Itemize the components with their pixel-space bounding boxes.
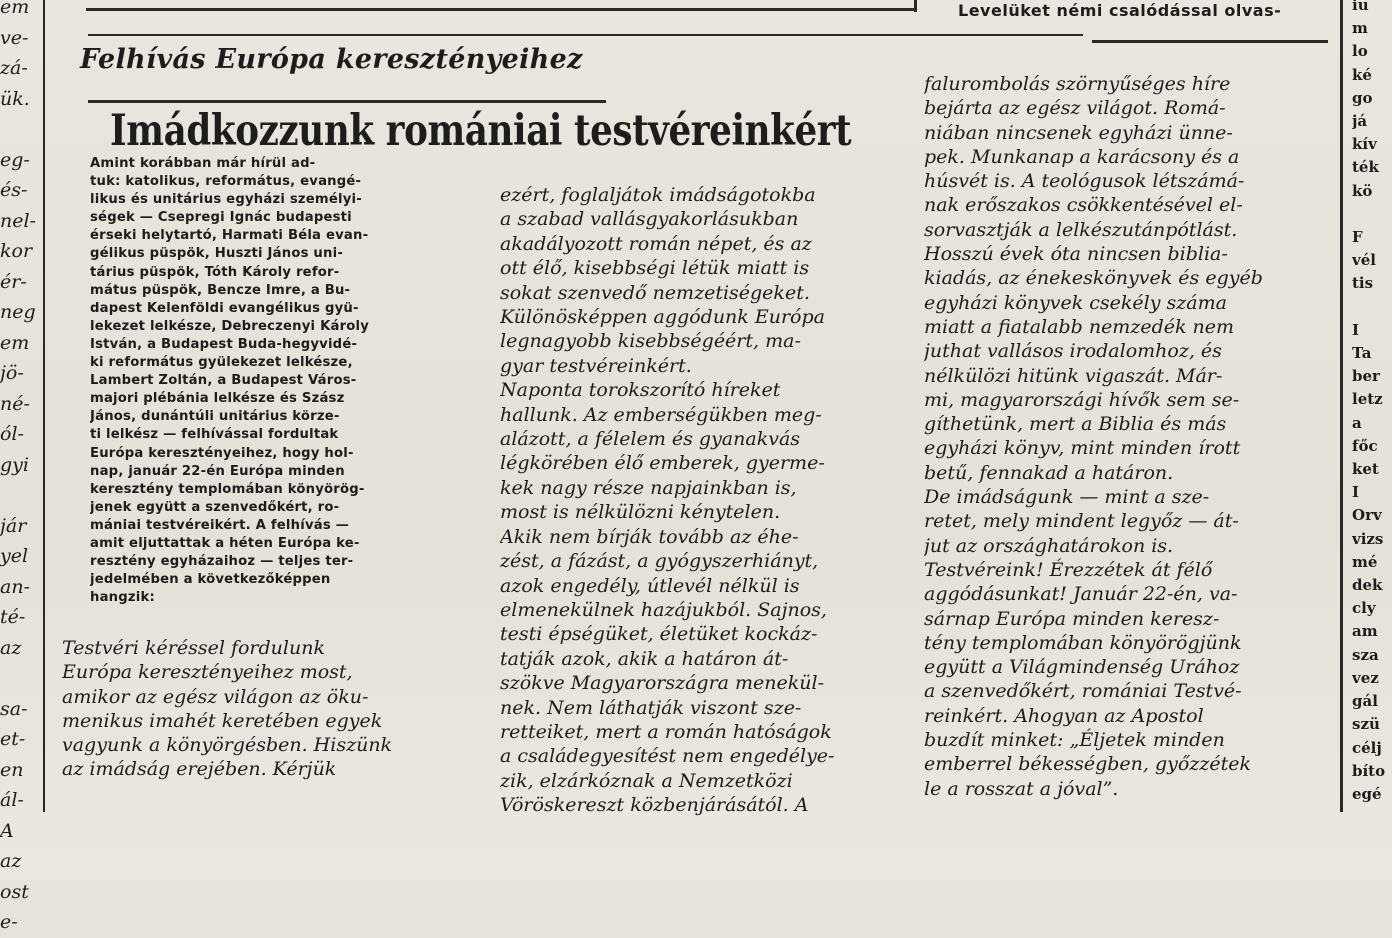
fragment-line: zá- (0, 57, 28, 79)
fragment-line: an- (0, 575, 30, 598)
fragment-line (0, 663, 36, 694)
text-line: zést, a fázást, a gyógyszerhiányt, (500, 550, 819, 573)
intro-line: ti lelkész — felhívással fordultak (90, 427, 339, 443)
fragment-line: té- (0, 606, 26, 628)
fragment-line: kor (0, 240, 33, 262)
fragment-line: az (0, 636, 22, 659)
text-line: azok engedély, útlevél nélkül is (500, 574, 800, 597)
text-line: ezért, foglaljátok imádságotokba (500, 184, 816, 206)
fragment-line: jár (0, 514, 27, 537)
fragment-line: egé (1352, 784, 1382, 803)
text-line: a szabad vallásgyakorlásukban (500, 208, 799, 231)
fragment-line (1352, 203, 1392, 226)
fragment-line: lo (1352, 42, 1368, 61)
text-line: a szenvedőkért, romániai Testvé- (924, 680, 1242, 703)
fragment-line: sza (1352, 645, 1379, 664)
intro-line: érseki helytartó, Harmati Béla evan- (90, 228, 369, 244)
text-line: sokat szenvedő nemzetiségeket. (500, 281, 810, 304)
fragment-line: en (0, 758, 24, 781)
fragment-line (0, 114, 36, 145)
intro-line: János, dunántúli unitárius körze- (90, 409, 340, 425)
intro-line: tárius püspök, Tóth Károly refor- (90, 264, 340, 280)
text-line: mi, magyarországi hívők sem se- (924, 388, 1240, 411)
top-vertical-rule (914, 0, 917, 12)
fragment-line: et- (0, 728, 26, 750)
intro-line: mátus püspök, Bencze Imre, a Bu- (90, 282, 351, 298)
text-line: a családegyesítést nem engedélye- (500, 745, 835, 768)
fragment-line: ve- (0, 26, 29, 49)
text-line: buzdít minket: „Éljetek minden (924, 729, 1225, 752)
fragment-line: A (0, 819, 14, 842)
article-kicker: Felhívás Európa keresztényeihez (80, 44, 583, 75)
text-line: egyházi könyv, mint minden írott (924, 437, 1241, 460)
intro-line: Lambert Zoltán, a Budapest Város- (90, 373, 357, 389)
text-line: az imádság erejében. Kérjük (62, 758, 337, 781)
text-line: sorvasztják a lelkészutánpótlást. (924, 218, 1238, 241)
text-line: jut az országhatárokon is. (924, 534, 1174, 557)
fragment-line: e- (0, 911, 18, 933)
text-line: ott élő, kisebbségi létük miatt is (500, 257, 810, 280)
text-line: sárnap Európa minden keresz- (924, 607, 1220, 630)
kicker-underline (88, 100, 606, 103)
appeal-text-column-2 (500, 183, 900, 818)
intro-line: lekezet lelkésze, Debreczenyi Károly (90, 318, 370, 334)
fragment-line: kív (1352, 135, 1377, 154)
fragment-line: em (0, 0, 30, 18)
fragment-line: ük. (0, 87, 30, 110)
fragment-line: dek (1352, 576, 1383, 595)
text-line: Testvéri kéréssel fordulunk (62, 637, 325, 659)
intro-line: dapest Kelenföldi evangélikus gyü- (90, 300, 359, 316)
fragment-line: ték (1352, 158, 1379, 177)
intro-line: amit eljuttattak a héten Európa ke- (90, 535, 360, 551)
fragment-line: vez (1352, 668, 1379, 687)
article-intro-paragraph (90, 155, 462, 607)
fragment-line: neg (0, 301, 36, 323)
text-line: húsvét is. A teológusok létszámá- (924, 170, 1245, 193)
fragment-line: I (1352, 483, 1360, 502)
right-adjacent-column-fragments (1352, 0, 1392, 806)
fragment-line: bíto (1352, 761, 1386, 780)
appeal-text-column-3 (924, 72, 1334, 801)
intro-line: mániai testvéreikért. A felhívás — (90, 517, 350, 533)
text-line: szökve Magyarországra menekül- (500, 672, 825, 695)
intro-line: ki református gyülekezet lelkésze, (90, 355, 353, 371)
text-line: legnagyobb kisebbségéért, ma- (500, 330, 801, 353)
fragment-line: am (1352, 622, 1378, 641)
intro-line: hangzik: (90, 590, 155, 606)
fragment-line: né- (0, 392, 30, 415)
fragment-line: eg- (0, 148, 30, 171)
intro-line: tuk: katolikus, református, evangé- (90, 174, 362, 190)
intro-line: Európa keresztényeihez, hogy hol- (90, 445, 354, 461)
text-line: vagyunk a könyörgésben. Hiszünk (62, 734, 393, 757)
intro-line: Amint korábban már hírül ad- (90, 156, 316, 171)
fragment-line: mé (1352, 552, 1378, 571)
intro-line: resztény egyházaihoz — teljes ter- (90, 554, 354, 570)
text-line: amikor az egész világon az öku- (62, 685, 369, 708)
fragment-line: szü (1352, 715, 1380, 734)
text-line: alázott, a félelem és gyanakvás (500, 428, 801, 451)
text-line: miatt a fiatalabb nemzedék nem (924, 315, 1235, 338)
intro-line: jenek együtt a szenvedőkért, ro- (90, 499, 340, 515)
text-line: gyar testvéreinkért. (500, 354, 692, 377)
fragment-line: jö- (0, 362, 24, 384)
text-line: hallunk. Az emberségükben meg- (500, 403, 822, 426)
intro-line: majori plébánia lelkésze és Szász (90, 391, 345, 407)
text-line: retteiket, mert a román hatóságok (500, 720, 832, 743)
intro-line: ségek — Csepregi Ignác budapesti (90, 210, 352, 226)
fragment-line: ál- (0, 789, 24, 811)
adjacent-article-snippet: Levelüket némi csalódással olvas- (958, 1, 1282, 20)
text-line: akadályozott román népet, és az (500, 232, 812, 255)
intro-line: nap, január 22-én Európa minden (90, 463, 345, 479)
text-line: aggódásunkat! Január 22-én, va- (924, 583, 1238, 606)
fragment-line: ost (0, 880, 29, 903)
text-line: Hosszú évek óta nincsen biblia- (924, 243, 1228, 266)
fragment-line: letz (1352, 390, 1383, 409)
article-headline: Imádkozzunk romániai testvéreinkért (110, 106, 852, 156)
fragment-line: ér- (0, 270, 27, 293)
text-line: juthat vallásos irodalomhoz, és (924, 340, 1222, 363)
text-line: Naponta torokszorító híreket (500, 379, 781, 402)
fragment-line: gyi (0, 453, 29, 476)
text-line: Európa keresztényeihez most, (62, 661, 353, 684)
text-line: légkörében élő emberek, gyerme- (500, 452, 825, 475)
intro-line: jedelmében a következőképpen (90, 572, 331, 588)
fragment-line: ber (1352, 367, 1380, 386)
text-line: emberrel békességben, győzzétek (924, 753, 1251, 776)
top-right-rule (1092, 40, 1328, 43)
text-line: most is nélkülözni kénytelen. (500, 501, 781, 524)
fragment-line: ké (1352, 65, 1372, 84)
text-line: betű, fennakad a határon. (924, 461, 1174, 484)
text-line: zik, elzárkóznak a Nemzetközi (500, 769, 793, 792)
text-line: reinkért. Ahogyan az Apostol (924, 704, 1204, 727)
appeal-text-column-1 (62, 636, 462, 782)
text-line: menikus imahét keretében egyek (62, 709, 383, 732)
fragment-line: sa- (0, 697, 28, 720)
fragment-line: vél (1352, 251, 1376, 270)
text-line: tatják azok, akik a határon át- (500, 647, 789, 670)
fragment-line: iu (1352, 0, 1369, 14)
fragment-line: célj (1352, 738, 1382, 757)
top-rule (86, 8, 916, 11)
fragment-line: m (1352, 19, 1368, 38)
fragment-line: kö (1352, 181, 1373, 200)
text-line: testi épségüket, életüket kockáz- (500, 623, 818, 646)
fragment-line: gál (1352, 692, 1378, 711)
fragment-line (0, 480, 36, 511)
text-line: gíthetünk, mert a Biblia és más (924, 413, 1227, 436)
fragment-line: ól- (0, 423, 24, 445)
text-line: Vöröskereszt közbenjárásától. A (500, 794, 809, 817)
text-line: retet, mely mindent legyőz — át- (924, 510, 1239, 533)
text-line: falurombolás szörnyűséges híre (924, 73, 1231, 95)
text-line: nélkülözi hitünk vigaszát. Már- (924, 364, 1223, 387)
fragment-line: nel- (0, 209, 36, 232)
fragment-line: a (1352, 413, 1362, 432)
fragment-line (1352, 296, 1392, 319)
text-line: elmenekülnek hazájukból. Sajnos, (500, 598, 827, 621)
text-line: egyházi könyvek csekély száma (924, 291, 1227, 314)
intro-line: István, a Budapest Buda-hegyvidé- (90, 336, 358, 352)
fragment-line: em (0, 331, 30, 354)
column-rule-right (1340, 0, 1343, 812)
intro-line: likus és unitárius egyházi személyi- (90, 192, 362, 208)
fragment-line: cly (1352, 599, 1376, 618)
fragment-line: go (1352, 88, 1373, 107)
intro-line: keresztény templomában könyörög- (90, 481, 365, 497)
fragment-line: Orv (1352, 506, 1382, 525)
fragment-line: főc (1352, 436, 1378, 455)
text-line: együtt a Világmindenség Urához (924, 656, 1240, 679)
left-adjacent-column-fragments (0, 0, 36, 938)
text-line: nek. Nem láthatják viszont sze- (500, 696, 802, 719)
fragment-line: az (0, 850, 22, 872)
text-line: niában nincsenek egyházi ünne- (924, 121, 1233, 144)
fragment-line: ket (1352, 460, 1379, 479)
text-line: kek nagy része napjainkban is, (500, 476, 797, 499)
text-line: tény templomában könyörögjünk (924, 631, 1242, 654)
fragment-line: yel (0, 545, 29, 567)
fragment-line: tis (1352, 274, 1374, 293)
text-line: Különösképpen aggódunk Európa (500, 306, 825, 329)
fragment-line: vizs (1352, 529, 1384, 548)
column-rule-left (43, 0, 45, 812)
text-line: Testvéreink! Érezzétek át félő (924, 558, 1213, 581)
text-line: nak erőszakos csökkentésével el- (924, 194, 1243, 217)
fragment-line: F (1352, 228, 1363, 247)
text-line: le a rosszat a jóval”. (924, 777, 1119, 800)
intro-line: gélikus püspök, Huszti János uni- (90, 246, 344, 262)
text-line: Akik nem bírják tovább az éhe- (500, 525, 799, 548)
fragment-line: já (1352, 112, 1368, 131)
text-line: bejárta az egész világot. Romá- (924, 97, 1226, 120)
text-line: pek. Munkanap a karácsony és a (924, 145, 1240, 168)
fragment-line: és- (0, 179, 28, 201)
fragment-line: Ta (1352, 344, 1372, 363)
text-line: kiadás, az énekeskönyvek és egyéb (924, 267, 1263, 290)
fragment-line: I (1352, 320, 1360, 339)
header-rule (88, 34, 1083, 36)
text-line: De imádságunk — mint a sze- (924, 486, 1210, 509)
